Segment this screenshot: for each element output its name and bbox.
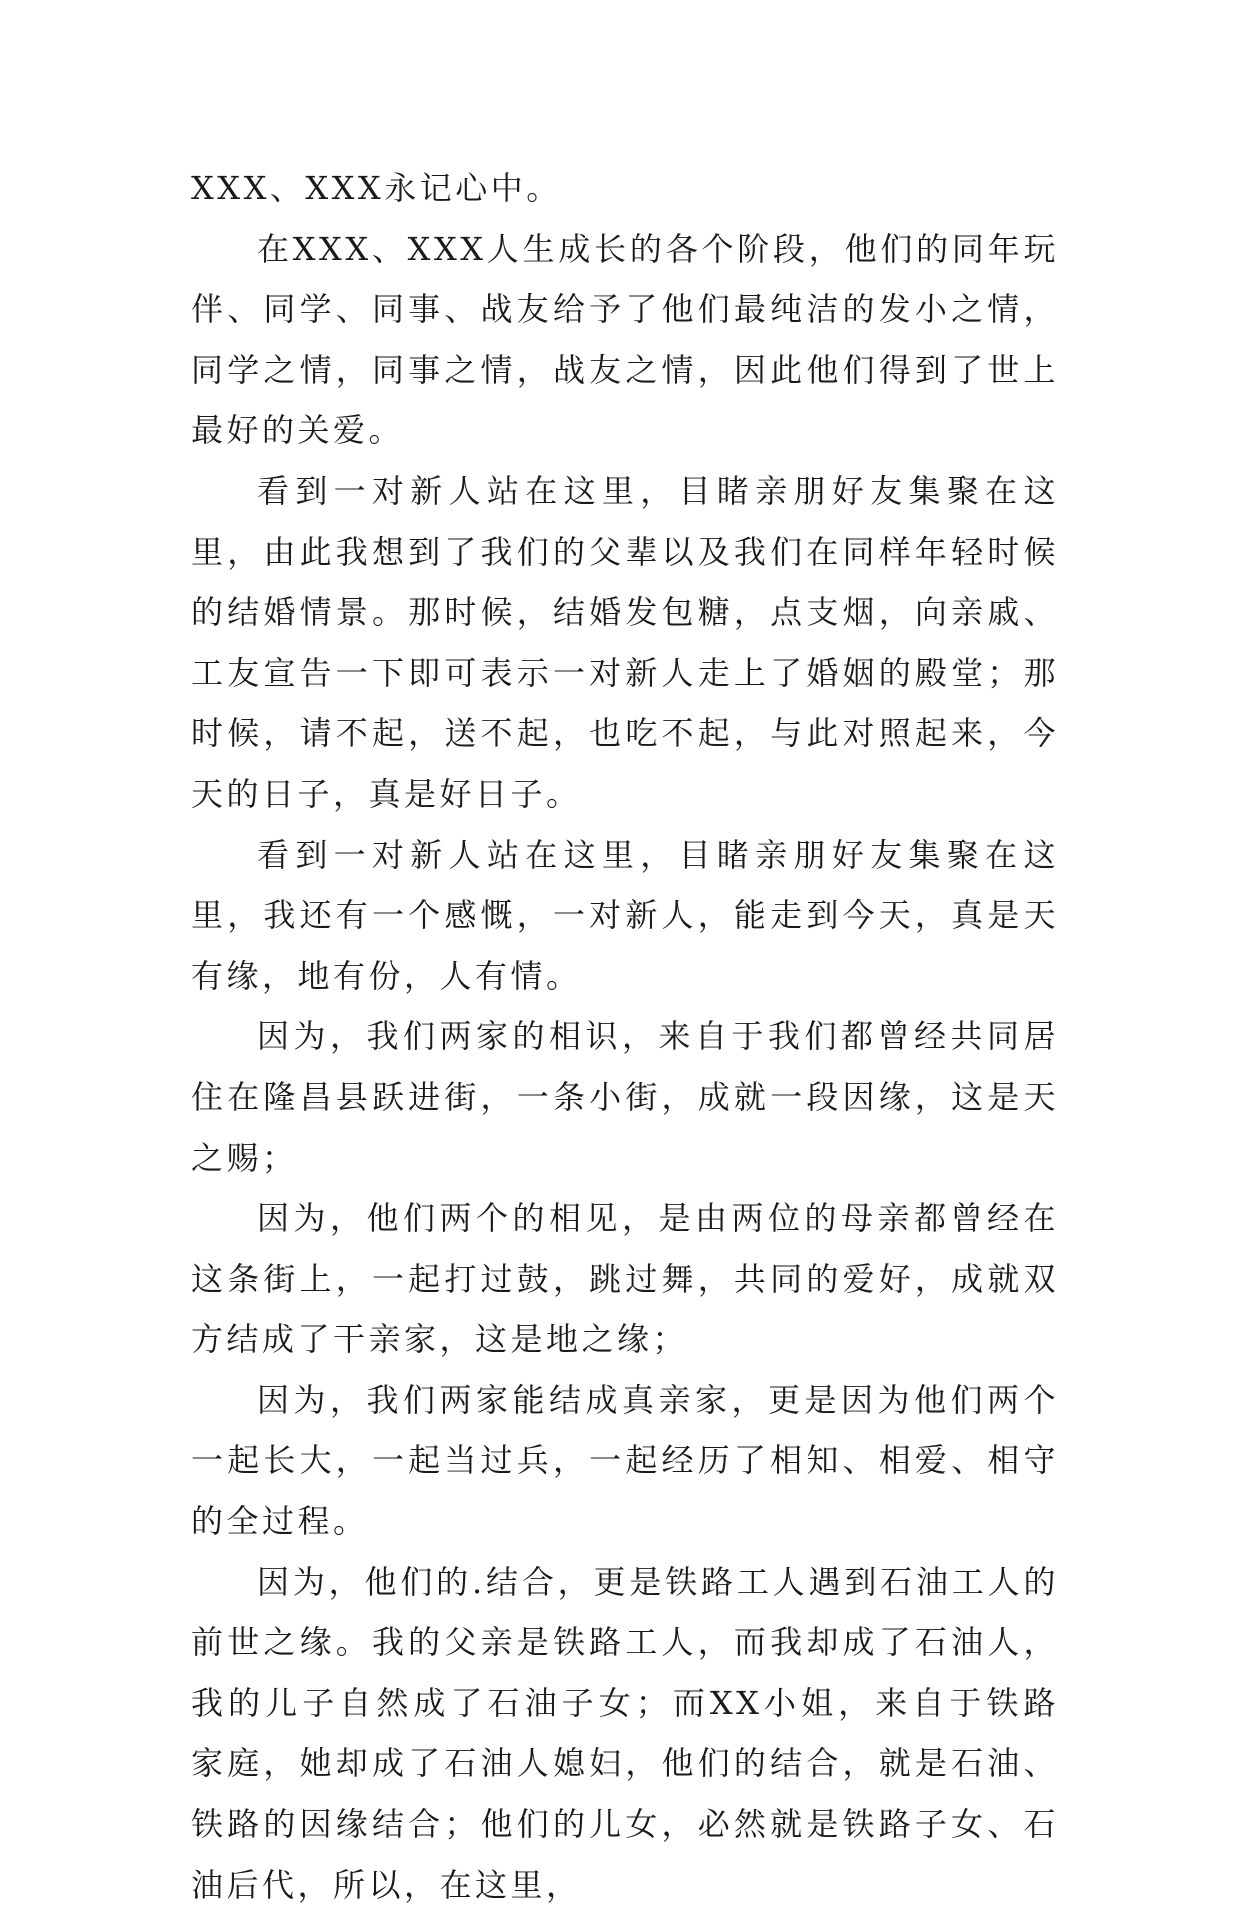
paragraph: 看到一对新人站在这里，目睹亲朋好友集聚在这里，由此我想到了我们的父辈以及我们在同样年轻时候的结婚情景。那时候，结婚发包糖，点支烟，向亲戚、工友宣告一下即可表示一对新人走上了婚姻的殿堂；那时候，请不起，送不起，也吃不起，与此对照起来，今天的日子，真是好日子。 (191, 471, 1059, 813)
paragraph: 看到一对新人站在这里，目睹亲朋好友集聚在这里，我还有一个感慨，一对新人，能走到今天，真是天有缘，地有份，人有情。 (191, 835, 1059, 995)
body-text (191, 158, 1059, 1915)
paragraph: 因为，他们的.结合，更是铁路工人遇到石油工人的前世之缘。我的父亲是铁路工人，而我却成了石油人，我的儿子自然成了石油子女；而XX小姐，来自于铁路家庭，她却成了石油人媳妇，他们的结合，就是石油、铁路的因缘结合；他们的儿女，必然就是铁路子女、石油后代，所以，在这里， (191, 1562, 1059, 1904)
paragraph: XXX、XXX永记心中。 (191, 169, 562, 207)
paragraph: 在XXX、XXX人生成长的各个阶段，他们的同年玩伴、同学、同事、战友给予了他们最纯洁的发小之情，同学之情，同事之情，战友之情，因此他们得到了世上最好的关爱。 (191, 229, 1059, 450)
paragraph: 因为，我们两家能结成真亲家，更是因为他们两个一起长大，一起当过兵，一起经历了相知、相爱、相守的全过程。 (191, 1380, 1059, 1541)
paragraph: 因为，他们两个的相见，是由两位的母亲都曾经在这条街上，一起打过鼓，跳过舞，共同的爱好，成就双方结成了干亲家，这是地之缘； (191, 1199, 1059, 1359)
paragraph: 因为，我们两家的相识，来自于我们都曾经共同居住在隆昌县跃进街，一条小街，成就一段因缘，这是天之赐； (191, 1017, 1059, 1177)
